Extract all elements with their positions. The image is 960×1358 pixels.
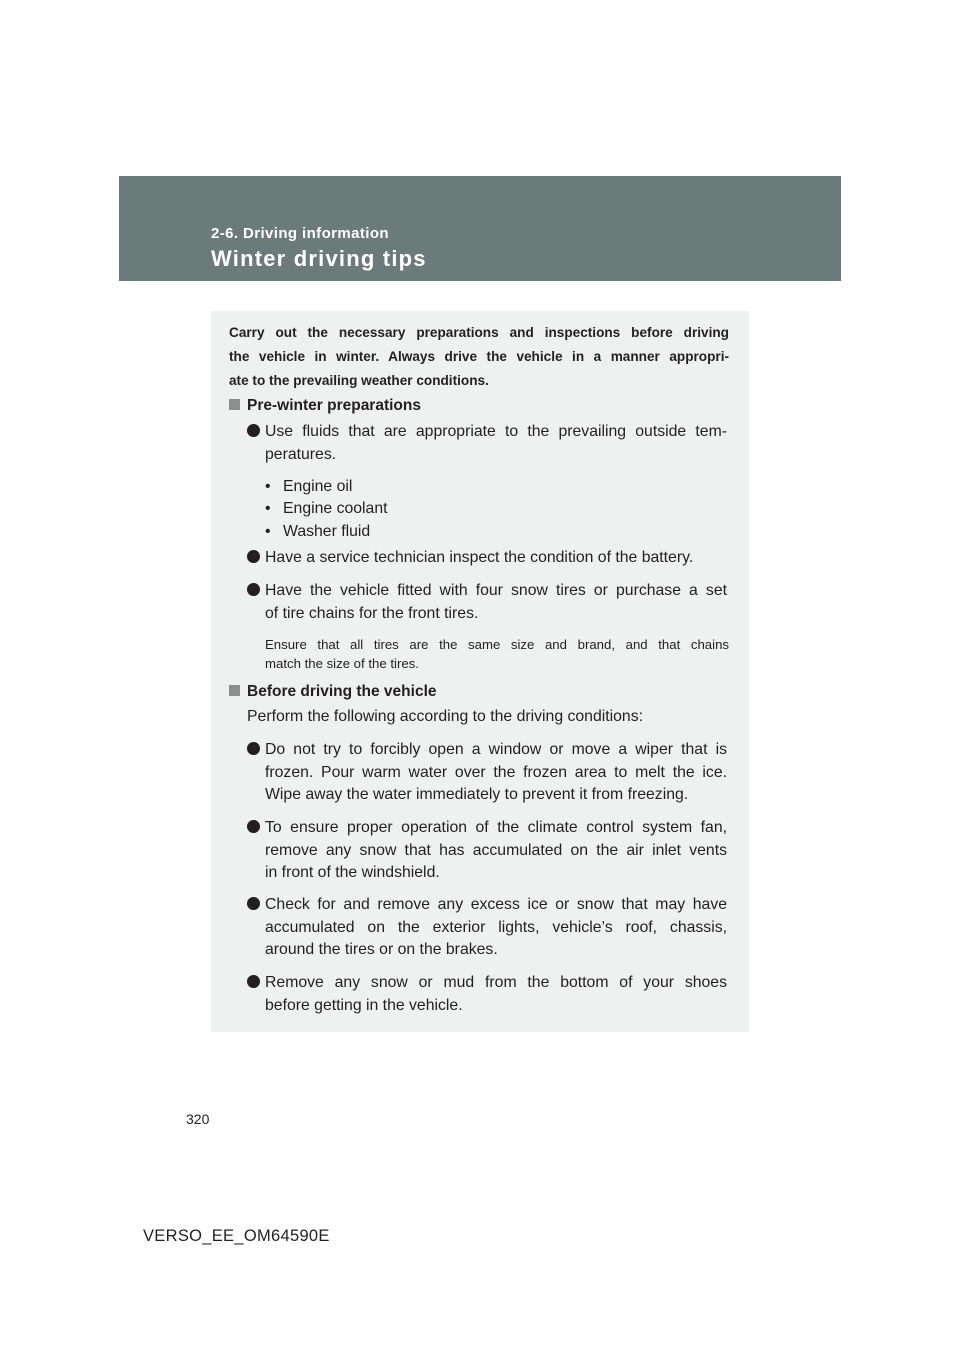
bullet-dot-icon [247,583,260,596]
bullet-line: frozen. Pour warm water over the frozen area to melt the ice. [265,763,727,781]
heading-text: Before driving the vehicle [247,683,437,700]
bullet-line: before getting in the vehicle. [265,996,463,1014]
note-line: Ensure that all tires are the same size and brand, and that chains [265,637,729,652]
note-text [265,635,729,673]
bullet-dot-icon [247,550,260,563]
bullet-dot-icon [247,742,260,755]
intro-line: the vehicle in winter. Always drive the vehicle in a manner appropri- [229,349,729,364]
note-line: match the size of the tires. [265,656,419,671]
bullet-line: around the tires or on the brakes. [265,941,498,958]
square-bullet-icon [229,685,240,696]
bullet-line: of tire chains for the front tires. [265,604,479,622]
intro-line: Carry out the necessary preparations and inspections before driving [229,325,729,340]
sub-list-item [265,476,352,499]
before-driving-intro: Perform the following according to the driving conditions: [247,708,644,725]
square-bullet-icon [229,399,240,410]
sub-bullet-icon: • [265,500,271,517]
intro-paragraph [229,321,729,393]
sub-item-text: Washer fluid [283,523,371,540]
bullet-dot-icon [247,424,260,437]
bullet-dot-icon [247,975,260,988]
bullet-line: Remove any snow or mud from the bottom of your shoes [265,974,727,991]
bullet-line: remove any snow that has accumulated on the air inlet vents [265,841,727,859]
sub-bullet-icon: • [265,523,271,540]
heading-pre-winter [229,397,421,415]
bullet-line: peratures. [265,445,337,463]
bullet-line: accumulated on the exterior lights, vehicle’s roof, chassis, [265,918,727,936]
sub-item-text: Engine oil [283,478,353,495]
intro-line: ate to the prevailing weather conditions. [229,373,489,388]
bullet-line: Have a service technician inspect the condition of the battery. [265,549,694,566]
page-number: 320 [186,1111,210,1127]
bullet-line: Wipe away the water immediately to prevent it from freezing. [265,786,689,803]
sub-bullet-icon: • [265,478,271,495]
page-header [119,176,841,281]
page-title: Winter driving tips [211,246,427,271]
bullet-dot-icon [247,820,260,833]
bullet-line: Use fluids that are appropriate to the prevailing outside tem- [265,423,727,440]
document-code: VERSO_EE_OM64590E [143,1227,330,1245]
bullet-line: Check for and remove any excess ice or snow that may have [265,896,727,913]
heading-before-driving [229,683,437,701]
bullet-line: in front of the windshield. [265,864,440,881]
heading-text: Pre-winter preparations [247,397,421,414]
section-label: 2-6. Driving information [211,225,389,242]
sub-item-text: Engine coolant [283,500,388,517]
bullet-dot-icon [247,897,260,910]
bullet-line: To ensure proper operation of the climate control system fan, [265,819,727,836]
sub-list-item [265,498,388,521]
bullet-line: Have the vehicle fitted with four snow tires or purchase a set [265,582,727,599]
bullet-line: Do not try to forcibly open a window or move a wiper that is [265,741,727,758]
content-box [211,311,749,1032]
sub-list-item [265,521,370,544]
